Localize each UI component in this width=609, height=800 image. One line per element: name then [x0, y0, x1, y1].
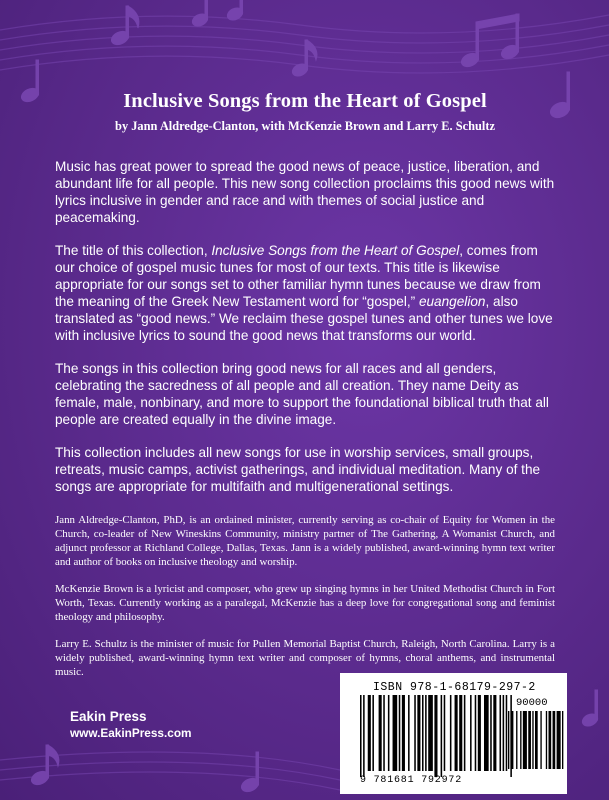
barcode-bar: [500, 695, 502, 771]
description-paragraph-4: This collection includes all new songs for use in worship services, small groups, retreats, music camps, activist gatherings, and individual meditation. Many of the songs are appropriate for multifaith and multigenerational settings.: [55, 445, 541, 494]
barcode-bar: [508, 711, 509, 769]
barcode-bar: [503, 695, 505, 771]
barcode-bar: [434, 695, 437, 777]
author-bio-larry: Larry E. Schultz is the minister of music for Pullen Memorial Baptist Church, Raleigh, North Carolina. Larry is a widely published, award-winning hymn text writer and composer of hymns, choral anthems, and instrumental music.: [55, 638, 555, 678]
barcode-bar: [549, 711, 552, 769]
barcode-bar: [414, 695, 416, 771]
barcode-bar: [532, 711, 533, 769]
barcode-bar: [399, 695, 401, 771]
barcode-bar: [428, 695, 433, 771]
publisher-url: www.EakinPress.com: [70, 726, 192, 740]
barcode-bar: [363, 695, 365, 777]
barcode-bar: [557, 711, 561, 769]
barcode-bar: [441, 695, 443, 777]
barcode-number: 9 781681 792972: [360, 775, 463, 786]
barcode-bar: [493, 695, 496, 771]
barcode-bar: [360, 695, 362, 777]
publisher-name: Eakin Press: [70, 709, 147, 724]
barcode-bar: [455, 695, 458, 771]
author-bio-mckenzie: McKenzie Brown is a lyricist and composer, who grew up singing hymns in her United Methodist Church in Fort Worth, Texas. Currently working as a paralegal, McKenzie has a deep love for congregational song and feminist theology and philosophy.: [55, 583, 555, 623]
italic-book-title: Inclusive Songs from the Heart of Gospel: [211, 243, 460, 258]
barcode-bar: [553, 711, 556, 769]
barcode-bar: [372, 695, 374, 771]
barcode-bar: [459, 695, 462, 771]
barcode-bar: [506, 695, 508, 771]
barcode-bar: [450, 695, 452, 771]
description-paragraph-1: Music has great power to spread the good news of peace, justice, liberation, and abundant life for all people. This new song collection proclaims this good news with lyrics inclusive in gender and race and with themes of social justice and peacemaking.: [55, 159, 555, 225]
barcode-bar: [402, 695, 405, 771]
price-code: 90000: [516, 697, 548, 709]
barcode-bar: [393, 695, 398, 771]
barcode-bar: [516, 711, 517, 769]
barcode-bar: [422, 695, 424, 771]
barcode-bar: [388, 695, 390, 771]
barcode-bar: [464, 695, 466, 771]
barcode-bar: [546, 711, 547, 769]
barcode-bar: [562, 711, 563, 769]
publisher-block: [70, 708, 192, 741]
barcode-bar: [490, 695, 492, 771]
quarter-note-icon: [239, 752, 260, 794]
barcode-bar: [478, 695, 481, 771]
book-title: Inclusive Songs from the Heart of Gospel: [123, 90, 487, 112]
barcode-bar: [484, 695, 489, 771]
isbn-label: ISBN 978-1-68179-297-2: [373, 681, 536, 694]
barcode-bar: [408, 695, 410, 771]
author-byline: by Jann Aldredge-Clanton, with McKenzie Brown and Larry E. Schultz: [115, 119, 495, 133]
paragraph-text: The title of this collection,: [55, 243, 212, 258]
barcode-bar: [535, 711, 538, 769]
barcode-bar: [368, 695, 371, 771]
author-bio-jann: Jann Aldredge-Clanton, PhD, is an ordained minister, currently serving as co-chair of Equity for Women in the Church, co-leader of New Wineskins Community, ministry partner of The Gathering, A Womanist Church, and adjunct professor at Richland College, Dallas, Texas. Jann is a widely published, award-winning hymn text writer and author of books on inclusive theology and worship.: [55, 514, 555, 568]
quarter-note-icon: [580, 690, 599, 728]
barcode-bar: [520, 711, 521, 769]
cover-content: [55, 88, 555, 679]
barcode-bar: [383, 695, 385, 771]
barcode-bar: [540, 711, 541, 769]
isbn-barcode: [340, 673, 567, 794]
italic-greek-word: euangelion: [418, 294, 486, 309]
barcode-bar: [475, 695, 477, 771]
barcode-bar: [444, 695, 446, 771]
paragraph-text: , also translated as “good news.” We reclaim these gospel tunes and other tunes we love with inclusive lyrics to sound the good news that transforms our world.: [55, 294, 553, 343]
barcode-bar: [470, 695, 472, 771]
barcode-bar: [425, 695, 427, 771]
paragraph-text: , comes from our choice of gospel music tunes for most of our texts. This title is likewise appropriate for our songs set to other familiar hymn tunes because we draw from the meaning of the Greek New Testament word for “gospel,”: [55, 243, 541, 309]
barcode-bar: [523, 711, 527, 769]
description-paragraph-3: The songs in this collection bring good news for all races and all genders, celebrating the sacredness of all people and all creation. They name Deity as female, male, nonbinary, and more to support the foundational biblical truth that all people are created equally in the divine image.: [55, 361, 549, 427]
barcode-bar: [379, 695, 382, 771]
barcode-bar: [528, 711, 531, 769]
barcode-bar: [511, 711, 514, 769]
description-paragraph-2: [55, 242, 555, 344]
beamed-notes-icon: [190, 0, 244, 28]
barcode-bar: [417, 695, 420, 771]
